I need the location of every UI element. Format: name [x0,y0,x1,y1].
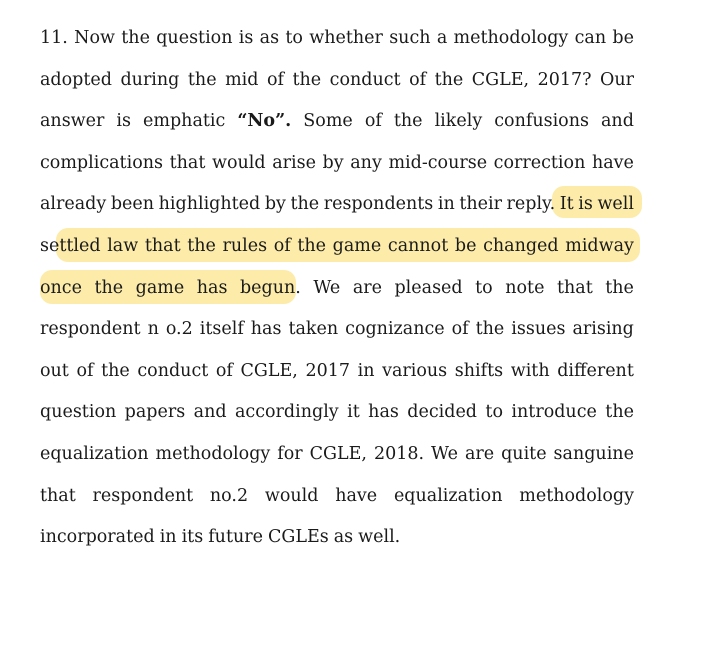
word: would [264,486,319,506]
word: a [436,28,448,48]
word: confusions [494,111,589,131]
word: We [431,444,458,464]
word: arise [272,153,316,173]
text-line [40,400,634,424]
word: It [559,194,574,214]
word: respondent [92,486,194,506]
word: o.2 [165,319,193,339]
word: arising [572,319,634,339]
word: introduce [511,402,597,422]
word: incorporated [40,527,155,547]
word: complications [40,153,163,173]
word: respondents [323,194,434,214]
word: the [297,236,327,256]
text-line [40,442,634,466]
text-line [40,68,634,92]
word: is [116,111,131,131]
word: taken [288,319,339,339]
word: been [110,194,155,214]
word: and [601,111,634,131]
word: note [505,278,545,298]
word: CGLEs [267,527,329,547]
word: CGLE, [471,70,530,90]
word: adopted [40,70,112,90]
word: game [135,278,185,298]
word: has [368,402,399,422]
word: once [40,278,82,298]
word: 11. [40,28,68,48]
word: decided [407,402,477,422]
word: law [107,236,139,256]
word: that [144,236,181,256]
word: of [215,361,233,381]
word: highlighted [158,194,261,214]
word: of [273,236,291,256]
word: the [101,361,130,381]
text-line [40,276,634,300]
word: can [574,28,607,48]
word: that [556,278,593,298]
word: to [285,28,303,48]
word: have [335,486,378,506]
text-line [40,484,634,508]
word: methodology [155,444,271,464]
word: question [40,402,117,422]
word: during [120,70,180,90]
word: in [159,527,177,547]
text-line [40,525,634,549]
word: the [290,194,320,214]
word: papers [124,402,186,422]
word: of [76,361,94,381]
word: sanguine [553,444,634,464]
word: that [169,153,206,173]
word: begun. [239,278,301,298]
word: with [510,361,550,381]
word: well [597,194,634,214]
word: the [605,402,634,422]
word: emphatic [143,111,226,131]
word: itself [199,319,244,339]
text-line [40,192,634,216]
word: game [332,236,382,256]
text-line [40,234,634,258]
word: well. [358,527,401,547]
word: for [277,444,303,464]
word: conduct [137,361,209,381]
word: the [605,278,634,298]
word: question [156,28,233,48]
text-line [40,109,634,133]
word: in [357,361,375,381]
word: cognizance [345,319,445,339]
text-line [40,151,634,175]
word: various [382,361,448,381]
word: are [352,278,382,298]
word: answer [40,111,105,131]
word: methodology [519,486,634,506]
word: n [147,319,159,339]
word: any [350,153,382,173]
word: as [259,28,280,48]
word: Now [74,28,115,48]
word: rules [222,236,268,256]
word: that [40,486,76,506]
word: the [434,70,464,90]
word: their [459,194,502,214]
word: mid [225,70,259,90]
word: future [208,527,263,547]
word: such [389,28,431,48]
word: of [451,319,469,339]
word: already [40,194,107,214]
word: to [485,402,503,422]
word: has [196,278,228,298]
word: correction [493,153,586,173]
text-line [40,317,634,341]
word: is [238,28,254,48]
word: no.2 [209,486,249,506]
word: as [333,527,354,547]
word: have [591,153,634,173]
word: the [187,70,217,90]
word: pleased [394,278,463,298]
word: equalization [393,486,503,506]
word: by [264,194,286,214]
word: Some [303,111,353,131]
word: shifts [454,361,504,381]
word: issues [511,319,566,339]
word: of [409,70,427,90]
word: reply. [506,194,556,214]
word: is [578,194,593,214]
word: conduct [329,70,401,90]
text-line [40,26,634,50]
word: of [364,111,382,131]
word: equalization [40,444,149,464]
word: the [121,28,150,48]
word: the [187,236,216,256]
word: likely [434,111,483,131]
word: by [322,153,344,173]
word: whether [309,28,383,48]
word: has [250,319,282,339]
word: are [464,444,495,464]
word: 2018. [373,444,425,464]
word: different [557,361,634,381]
word: 2017? [537,70,592,90]
word: the [292,70,322,90]
word: the [94,278,124,298]
word: and [193,402,227,422]
word: settled [40,236,101,256]
word: respondent [40,319,141,339]
word: We [313,278,341,298]
word: the [475,319,505,339]
word: would [211,153,266,173]
word: in [437,194,455,214]
word: to [475,278,493,298]
word: “No”. [237,111,292,131]
word: quite [501,444,547,464]
word: cannot [387,236,449,256]
word: mid-course [388,153,488,173]
word: be [612,28,634,48]
word: it [347,402,360,422]
word: its [181,527,204,547]
word: Our [600,70,634,90]
word: CGLE, [240,361,298,381]
text-line [40,359,634,383]
word: 2017 [305,361,350,381]
word: out [40,361,69,381]
word: accordingly [234,402,339,422]
word: changed [483,236,559,256]
word: CGLE, [309,444,367,464]
word: the [393,111,423,131]
word: of [266,70,284,90]
word: methodology [453,28,569,48]
word: midway [565,236,634,256]
word: be [454,236,477,256]
